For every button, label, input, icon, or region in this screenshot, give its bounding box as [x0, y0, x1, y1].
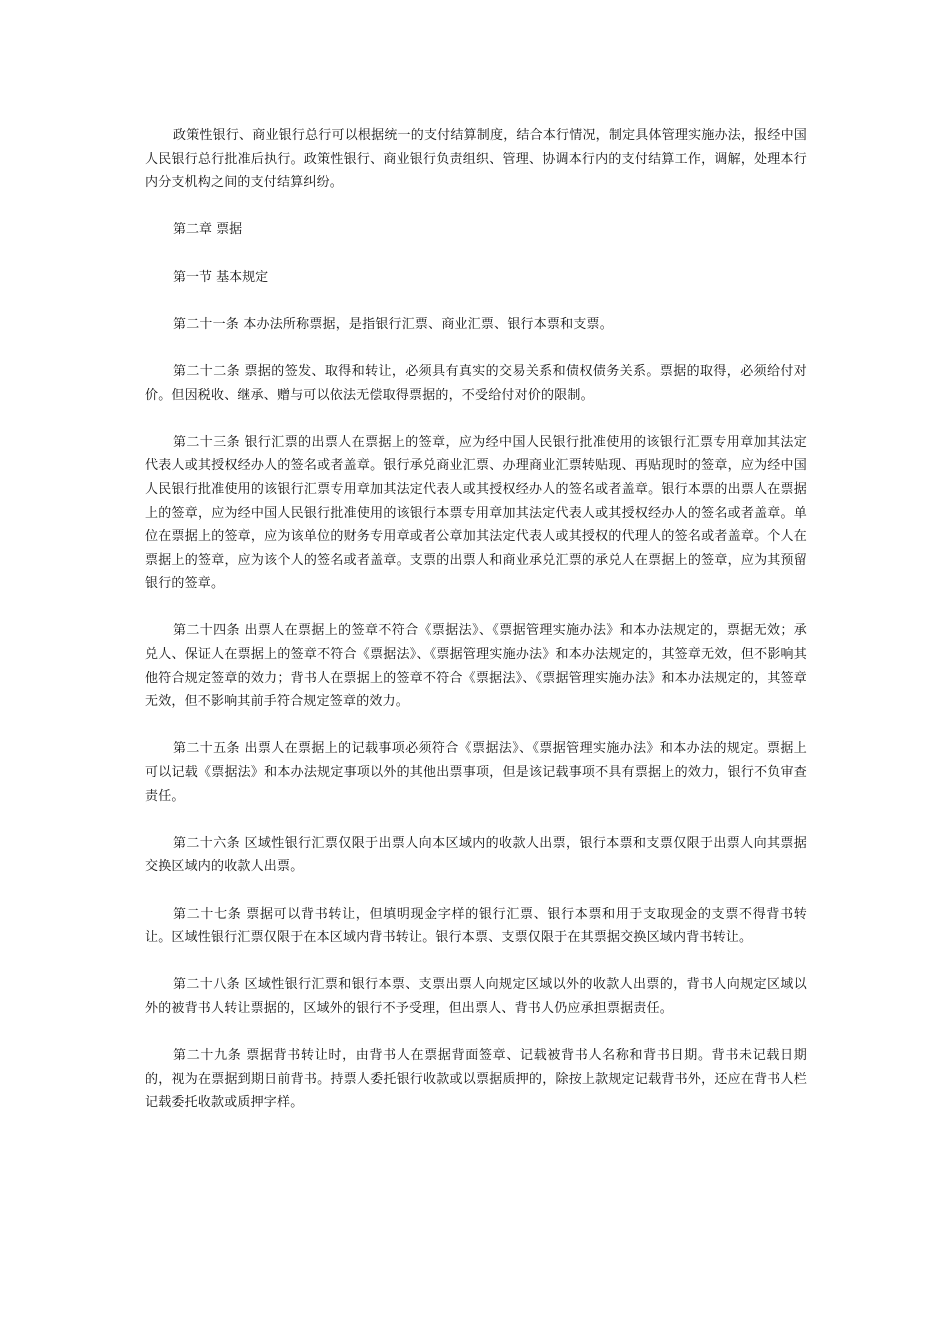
chapter-heading: 第二章 票据 — [173, 222, 243, 238]
article-23: 第二十三条 银行汇票的出票人在票据上的签章，应为经中国人民银行批准使用的该银行汇票专用章加其法定代表人或其授权经办人的签名或者盖章。银行承兑商业汇票、办理商业汇票转贴现、再贴现时的签章，应为经中国人民银行批准使用的该银行汇票专用章加其法定代表人或其授权经办人的签名或者盖章。银行本票的出票人在票据上的签章，应为经中国人民银行批准使用的该银行本票专用章加其法定代表人或其授权经办人的签名或者盖章。单位在票据上的签章，应为该单位的财务专用章或者公章加其法定代表人或其授权的代理人的签名或者盖章。个人在票据上的签章，应为该个人的签名或者盖章。支票的出票人和商业承兑汇票的承兑人在票据上的签章，应为其预留银行的签章。 — [145, 434, 807, 592]
section-heading: 第一节 基本规定 — [173, 269, 269, 285]
article-22: 第二十二条 票据的签发、取得和转让，必须具有真实的交易关系和债权债务关系。票据的取得，必须给付对价。但因税收、继承、赠与可以依法无偿取得票据的，不受给付对价的限制。 — [145, 363, 807, 403]
article-27: 第二十七条 票据可以背书转让，但填明现金字样的银行汇票、银行本票和用于支取现金的支票不得背书转让。区域性银行汇票仅限于在本区域内背书转让。银行本票、支票仅限于在其票据交换区域内背书转让。 — [145, 906, 807, 946]
article-21: 第二十一条 本办法所称票据，是指银行汇票、商业汇票、银行本票和支票。 — [173, 316, 613, 332]
article-28: 第二十八条 区域性银行汇票和银行本票、支票出票人向规定区域以外的收款人出票的，背书人向规定区域以外的被背书人转让票据的，区域外的银行不予受理，但出票人、背书人仍应承担票据责任。 — [145, 977, 807, 1016]
article-26: 第二十六条 区域性银行汇票仅限于出票人向本区域内的收款人出票，银行本票和支票仅限于出票人向其票据交换区域内的收款人出票。 — [145, 835, 807, 875]
paragraph-bank-management: 政策性银行、商业银行总行可以根据统一的支付结算制度，结合本行情况，制定具体管理实施办法，报经中国人民银行总行批准后执行。政策性银行、商业银行负责组织、管理、协调本行内的支付结算工作，调解，处理本行内分支机构之间的支付结算纠纷。 — [145, 128, 807, 191]
article-25: 第二十五条 出票人在票据上的记载事项必须符合《票据法》、《票据管理实施办法》和本办法的规定。票据上可以记载《票据法》和本办法规定事项以外的其他出票事项，但是该记载事项不具有票据上的效力，银行不负审查责任。 — [145, 741, 807, 804]
article-24: 第二十四条 出票人在票据上的签章不符合《票据法》、《票据管理实施办法》和本办法规定的，票据无效；承兑人、保证人在票据上的签章不符合《票据法》、《票据管理实施办法》和本办法规定的，其签章无效，但不影响其他符合规定签章的效力；背书人在票据上的签章不符合《票据法》、《票据管理实施办法》和本办法规定的，其签章无效，但不影响其前手符合规定签章的效力。 — [145, 623, 807, 710]
document-page — [145, 124, 807, 1139]
article-29: 第二十九条 票据背书转让时，由背书人在票据背面签章、记载被背书人名称和背书日期。背书未记载日期的，视为在票据到期日前背书。持票人委托银行收款或以票据质押的，除按上款规定记载背书外，还应在背书人栏记载委托收款或质押字样。 — [145, 1048, 807, 1111]
